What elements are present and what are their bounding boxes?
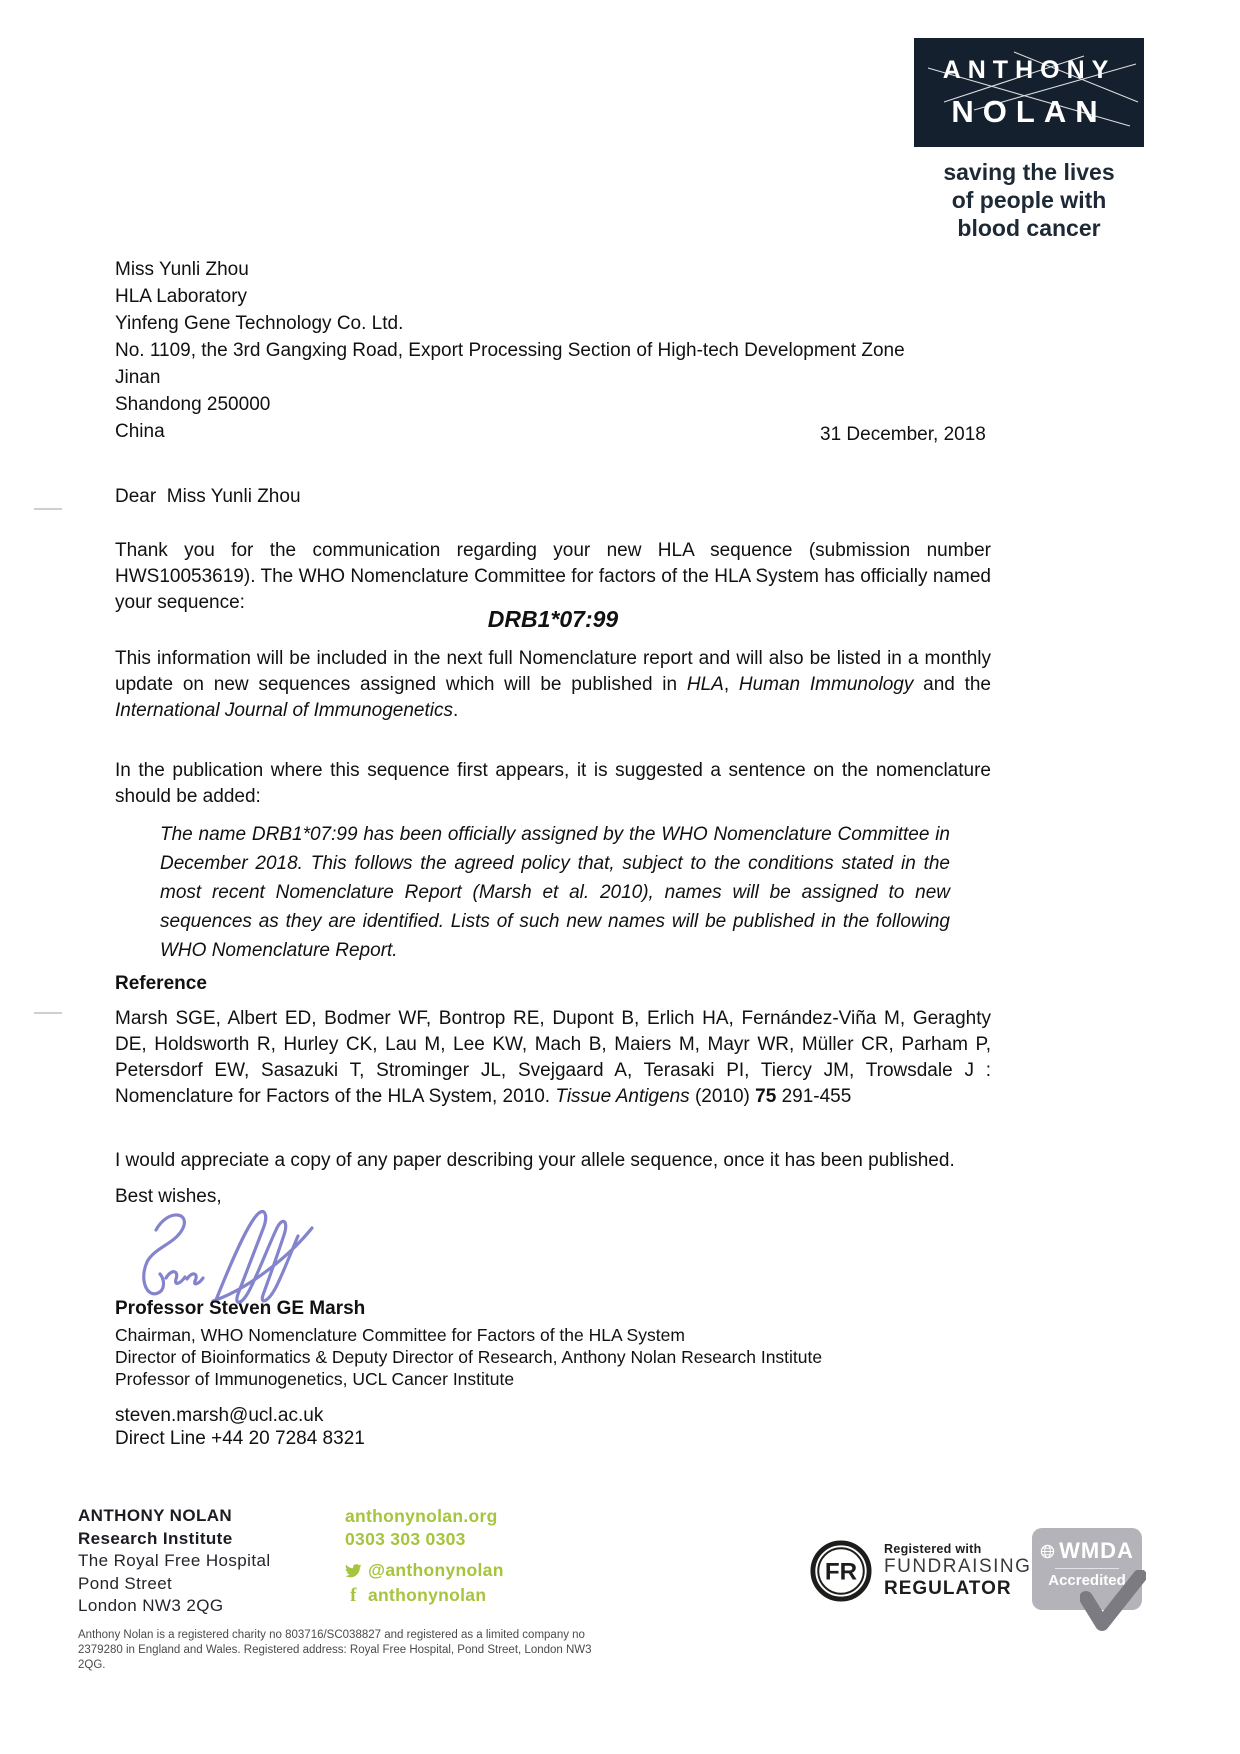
handwritten-signature — [116, 1202, 331, 1304]
paragraph-request: I would appreciate a copy of any paper describing your allele sequence, once it has been published. — [115, 1150, 955, 1171]
fold-mark — [34, 508, 62, 510]
reference-citation — [115, 1006, 991, 1110]
tagline-line: of people with — [951, 187, 1107, 213]
recipient-line: China — [115, 421, 165, 442]
anthony-nolan-logo — [914, 38, 1144, 147]
facebook-icon: f — [350, 1585, 357, 1606]
recipient-line: Jinan — [115, 367, 161, 388]
signer-contact — [115, 1404, 365, 1450]
brand-tagline — [914, 158, 1144, 242]
reference-heading: Reference — [115, 973, 207, 994]
paragraph-thanks: Thank you for the communication regarding your new HLA sequence (submission number HWS10053619). The WHO Nomenclature Committee for factors of the HLA System has officially named your sequence: — [115, 540, 991, 613]
anthony-nolan-logo-art — [914, 38, 1144, 147]
signer-block — [115, 1298, 822, 1390]
recipient-address — [115, 256, 905, 445]
footer-address-line: The Royal Free Hospital — [78, 1551, 271, 1570]
signer-phone: Direct Line +44 20 7284 8321 — [115, 1428, 365, 1449]
letter-date: 31 December, 2018 — [820, 424, 986, 445]
footer-org-name: ANTHONY NOLAN — [78, 1506, 233, 1525]
text-segment: 291-455 — [776, 1086, 852, 1107]
fundraising-regulator-badge — [810, 1540, 1031, 1602]
legal-small-print: Anthony Nolan is a registered charity no 803716/SC038827 and registered as a limited company no 2379280 in England and Wales. Registered address: Royal Free Hospital, Pond Street, London NW3 2QG. — [78, 1629, 592, 1671]
suggested-sentence-block: The name DRB1*07:99 has been officially assigned by the WHO Nomenclature Committee in December 2018. This follows the agreed policy that, subject to the conditions stated in the most recent Nomenclature Report (Marsh et al. 2010), names will be assigned to new sequences as they are identified. Lists of such new names will be published in the following WHO Nomenclature Report. — [160, 824, 950, 961]
facebook-handle: anthonynolan — [368, 1585, 487, 1605]
logo-text-nolan: NOLAN — [951, 94, 1107, 129]
journal-name: HLA — [686, 674, 724, 695]
text-segment: This information will be included in the next full Nomenclature report and will also be listed in a monthly update on new sequences assigned which will be published in — [115, 648, 991, 695]
fr-logo-icon — [810, 1540, 872, 1602]
text-segment: and the — [913, 674, 992, 695]
volume-number: 75 — [755, 1086, 777, 1107]
paragraph-suggestion: In the publication where this sequence first appears, it is suggested a sentence on the nomenclature should be added: — [115, 760, 991, 807]
footer-twitter — [345, 1559, 504, 1582]
twitter-icon — [345, 1564, 362, 1578]
signer-title: Professor of Immunogenetics, UCL Cancer Institute — [115, 1369, 515, 1389]
footer-website: anthonynolan.org — [345, 1506, 498, 1526]
salutation: Dear Miss Yunli Zhou — [115, 486, 301, 507]
footer-phone: 0303 303 0303 — [345, 1529, 466, 1549]
text-segment: Marsh SGE, Albert ED, Bodmer WF, Bontrop RE, Dupont B, Erlich HA, Fernández-Viña M, Geraghty DE, Holdsworth R, Hurley CK, Lau M, Lee KW, Mach B, Maiers M, Mayr WR, Müller CR, Parham P, Petersdorf EW, Sasazuki T, Strominger JL, Svejgaard A, Terasaki PI, Tiercy JM, Trowsdale J : Nomenclature for Factors of the HLA System, 2010. — [115, 1008, 991, 1107]
paragraph-publication — [115, 646, 991, 724]
journal-name: Tissue Antigens — [555, 1086, 690, 1107]
footer-address-line: London NW3 2QG — [78, 1596, 224, 1615]
wmda-checkmark-icon — [1080, 1570, 1146, 1632]
globe-icon — [1040, 1544, 1055, 1559]
allele-name: DRB1*07:99 — [487, 606, 619, 632]
signer-title: Director of Bioinformatics & Deputy Director of Research, Anthony Nolan Research Institute — [115, 1347, 823, 1367]
footer-facebook — [345, 1584, 504, 1607]
tagline-line: blood cancer — [957, 215, 1101, 241]
signer-name: Professor Steven GE Marsh — [115, 1298, 366, 1319]
journal-name: Human Immunology — [738, 674, 914, 695]
text-segment: . — [452, 700, 459, 721]
recipient-line: Yinfeng Gene Technology Co. Ltd. — [115, 313, 404, 334]
fr-monogram: FR — [824, 1558, 858, 1586]
recipient-line: Shandong 250000 — [115, 394, 271, 415]
recipient-line: Miss Yunli Zhou — [115, 259, 249, 280]
fr-badge-text — [884, 1542, 1031, 1600]
closing: Best wishes, — [115, 1186, 222, 1207]
twitter-handle: @anthonynolan — [368, 1560, 504, 1580]
text-segment: (2010) — [689, 1086, 756, 1107]
fold-mark — [34, 1012, 62, 1014]
signer-title: Chairman, WHO Nomenclature Committee for Factors of the HLA System — [115, 1325, 685, 1345]
text-segment: , — [723, 674, 739, 695]
signer-email: steven.marsh@ucl.ac.uk — [115, 1405, 324, 1426]
footer-org-subname: Research Institute — [78, 1528, 233, 1548]
recipient-line: HLA Laboratory — [115, 286, 248, 307]
recipient-line: No. 1109, the 3rd Gangxing Road, Export Processing Section of High-tech Development Zone — [115, 340, 905, 361]
wmda-divider — [1055, 1568, 1119, 1569]
journal-name: International Journal of Immunogenetics — [115, 700, 453, 721]
footer-org-address — [78, 1505, 271, 1618]
fr-fundraising: FUNDRAISING — [884, 1556, 1032, 1577]
fr-regulator: REGULATOR — [884, 1578, 1012, 1599]
footer-address-line: Pond Street — [78, 1573, 173, 1593]
logo-text-anthony: ANTHONY — [942, 56, 1116, 84]
fr-registered-with: Registered with — [884, 1542, 982, 1556]
wmda-accredited-label: Accredited — [1048, 1572, 1126, 1589]
wmda-name: WMDA — [1059, 1538, 1134, 1563]
tagline-line: saving the lives — [943, 159, 1115, 185]
wmda-header — [1032, 1538, 1142, 1564]
footer-contact-links — [345, 1505, 504, 1607]
